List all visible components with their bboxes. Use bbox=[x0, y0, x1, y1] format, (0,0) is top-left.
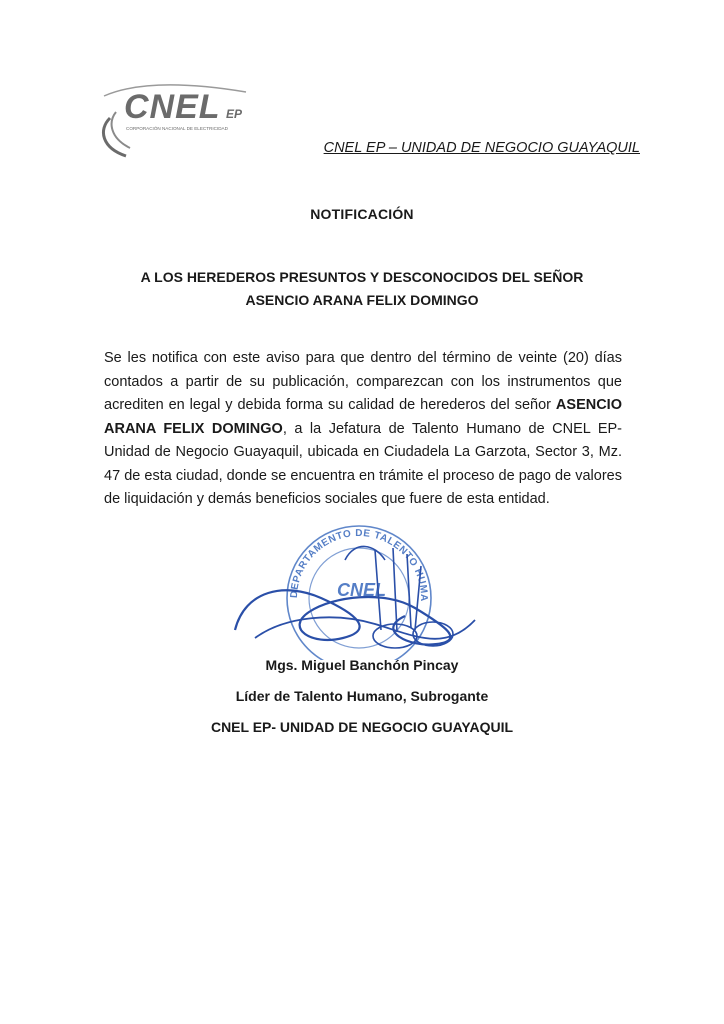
signer-name: Mgs. Miguel Banchón Pincay bbox=[265, 657, 459, 673]
svg-text:CNEL: CNEL bbox=[337, 580, 386, 600]
department-stamp bbox=[225, 520, 485, 660]
body-part-2: , a la Jefatura de Talento Humano de CNEL EP-Unidad de Negocio Guayaquil, ubicada en Ciudadela La Garzota, Sector 3, Mz. 47 de esta ciudad, donde se encuentra en trámite el proceso de pago de valores de liquidación y demás beneficios sociales que fuere de esta entidad. bbox=[104, 420, 622, 507]
body-heir-name: ASENCIO ARANA FELIX DOMINGO bbox=[104, 397, 622, 437]
cnel-logo bbox=[96, 78, 266, 168]
addressee-line-1: A LOS HEREDEROS PRESUNTOS Y DESCONOCIDOS DEL SEÑOR bbox=[140, 269, 584, 285]
signer-block bbox=[100, 650, 624, 743]
signer-unit: CNEL EP- UNIDAD DE NEGOCIO GUAYAQUIL bbox=[210, 719, 514, 735]
body-part-1: Se les notifica con este aviso para que dentro del término de veinte (20) días contados a partir de su publicación, comparezcan con los instrumentos que acrediten en legal y debida forma su calidad de herederos del señor bbox=[104, 350, 622, 413]
page-title: NOTIFICACIÓN bbox=[310, 206, 414, 222]
notification-body bbox=[104, 347, 622, 512]
addressee-line-2: ASENCIO ARANA FELIX DOMINGO bbox=[245, 292, 479, 308]
svg-text:CORPORACIÓN NACIONAL DE ELECTR: CORPORACIÓN NACIONAL DE ELECTRICIDAD bbox=[126, 126, 228, 131]
header-unit: CNEL EP – UNIDAD DE NEGOCIO GUAYAQUIL bbox=[323, 140, 640, 156]
signer-role: Líder de Talento Humano, Subrogante bbox=[235, 688, 489, 704]
addressee-block bbox=[100, 266, 624, 312]
stamp-signature-graphic bbox=[225, 520, 485, 660]
svg-text:CNEL: CNEL bbox=[124, 88, 221, 126]
svg-text:EP: EP bbox=[226, 107, 243, 121]
cnel-logo-graphic bbox=[96, 78, 266, 168]
svg-text:DEPARTAMENTO DE TALENTO HUMANO: DEPARTAMENTO DE TALENTO HUMA bbox=[288, 528, 430, 602]
